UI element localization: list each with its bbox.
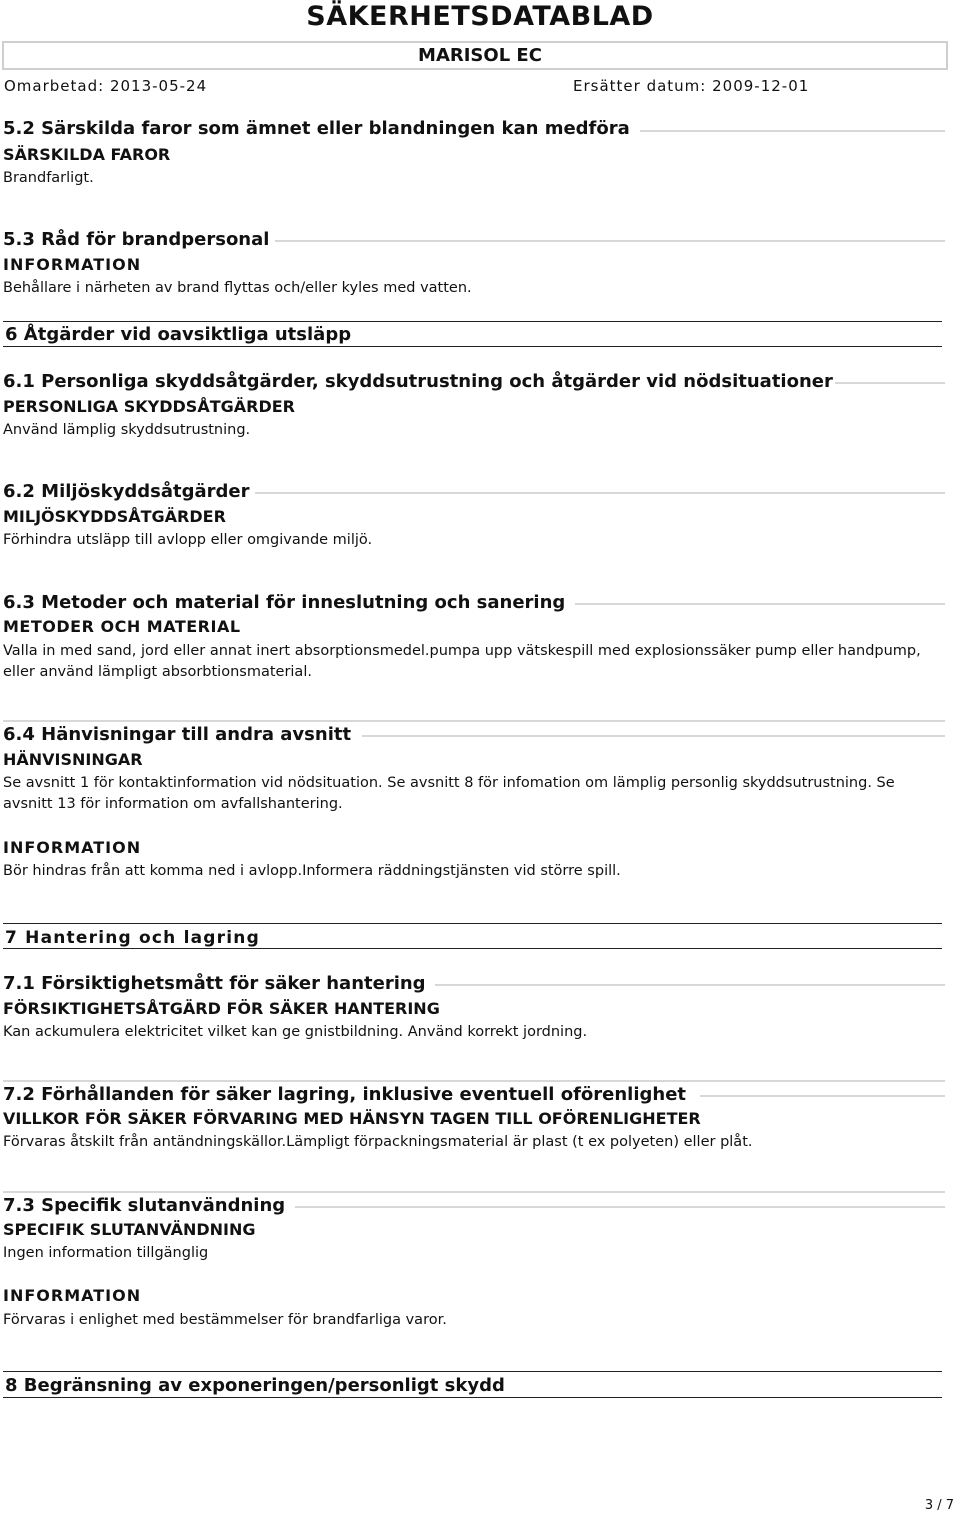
heading-rule bbox=[435, 984, 945, 986]
label-sarskilda-faror: SÄRSKILDA FAROR bbox=[3, 145, 171, 164]
section-top-rule bbox=[3, 1371, 942, 1372]
section-top-rule bbox=[3, 923, 942, 924]
subsection-heading-5-2: 5.2 Särskilda faror som ämnet eller blandningen kan medföra bbox=[3, 118, 630, 139]
section-bottom-rule bbox=[3, 1397, 942, 1398]
text-specifik-slutanvandning: Ingen information tillgänglig bbox=[3, 1245, 209, 1261]
text-information-6-4: Bör hindras från att komma ned i avlopp.Informera räddningstjänsten vid större spill. bbox=[3, 863, 621, 879]
page-number: 3 / 7 bbox=[924, 1498, 954, 1513]
heading-rule bbox=[640, 130, 945, 132]
replaces-date: Ersätter datum: 2009-12-01 bbox=[573, 77, 810, 95]
subsection-heading-6-1: 6.1 Personliga skyddsåtgärder, skyddsutrustning och åtgärder vid nödsituationer bbox=[3, 371, 833, 392]
label-information-6-4: INFORMATION bbox=[3, 838, 142, 857]
text-miljoskyddsatgarder: Förhindra utsläpp till avlopp eller omgivande miljö. bbox=[3, 532, 373, 548]
subsection-heading-5-3: 5.3 Råd för brandpersonal bbox=[3, 229, 270, 250]
section-title-6: 6 Åtgärder vid oavsiktliga utsläpp bbox=[5, 324, 352, 345]
label-information: INFORMATION bbox=[3, 255, 142, 274]
heading-rule bbox=[575, 603, 945, 605]
subsection-heading-7-1: 7.1 Försiktighetsmått för säker hantering bbox=[3, 973, 426, 994]
text-forsiktighetsatgard: Kan ackumulera elektricitet vilket kan ge gnistbildning. Använd korrekt jordning. bbox=[3, 1024, 588, 1040]
heading-rule bbox=[275, 240, 945, 242]
section-title-8: 8 Begränsning av exponeringen/personligt skydd bbox=[5, 1375, 505, 1396]
section-bottom-rule bbox=[3, 948, 942, 949]
text-metoder-och-material: Valla in med sand, jord eller annat inert absorptionsmedel.pumpa upp vätskespill med explosionssäker pump eller handpump, eller använd lämpligt absorbtionsmaterial. bbox=[3, 643, 921, 680]
subsection-top-rule bbox=[3, 1191, 945, 1193]
text-information-7-3: Förvaras i enlighet med bestämmelser för brandfarliga varor. bbox=[3, 1312, 447, 1328]
label-hanvisningar: HÄNVISNINGAR bbox=[3, 750, 143, 769]
product-name: MARISOL EC bbox=[418, 45, 542, 66]
text-personliga-skyddsatgarder: Använd lämplig skyddsutrustning. bbox=[3, 422, 251, 438]
heading-rule bbox=[835, 382, 945, 384]
label-villkor-for-saker-forvaring: VILLKOR FÖR SÄKER FÖRVARING MED HÄNSYN TAGEN TILL OFÖRENLIGHETER bbox=[3, 1109, 701, 1128]
subsection-heading-7-2: 7.2 Förhållanden för säker lagring, inklusive eventuell oförenlighet bbox=[3, 1084, 687, 1105]
section-top-rule bbox=[3, 321, 942, 322]
heading-rule bbox=[700, 1095, 945, 1097]
subsection-heading-6-2: 6.2 Miljöskyddsåtgärder bbox=[3, 481, 250, 502]
text-hanvisningar: Se avsnitt 1 för kontaktinformation vid nödsituation. Se avsnitt 8 för infomation om lämplig personlig skyddsutrustning. Se avsnitt 13 för information om avfallshantering. bbox=[3, 775, 895, 812]
heading-rule bbox=[362, 735, 945, 737]
subsection-heading-6-4: 6.4 Hänvisningar till andra avsnitt bbox=[3, 724, 352, 745]
heading-rule bbox=[255, 492, 945, 494]
subsection-heading-6-3: 6.3 Metoder och material för inneslutning och sanering bbox=[3, 592, 566, 613]
section-title-7: 7 Hantering och lagring bbox=[5, 928, 260, 948]
revised-date: Omarbetad: 2013-05-24 bbox=[4, 77, 208, 95]
subsection-heading-7-3: 7.3 Specifik slutanvändning bbox=[3, 1195, 286, 1216]
document-title: SÄKERHETSDATABLAD bbox=[306, 1, 654, 32]
heading-rule bbox=[295, 1206, 945, 1208]
text-sarskilda-faror: Brandfarligt. bbox=[3, 170, 94, 186]
section-bottom-rule bbox=[3, 346, 942, 347]
label-forsiktighetsatgard: FÖRSIKTIGHETSÅTGÄRD FÖR SÄKER HANTERING bbox=[3, 999, 440, 1018]
label-information-7-3: INFORMATION bbox=[3, 1286, 142, 1305]
label-metoder-och-material: METODER OCH MATERIAL bbox=[3, 617, 241, 636]
label-miljoskyddsatgarder: MILJÖSKYDDSÅTGÄRDER bbox=[3, 507, 226, 526]
subsection-top-rule bbox=[3, 1080, 945, 1082]
text-villkor-for-saker-forvaring: Förvaras åtskilt från antändningskällor.Lämpligt förpackningsmaterial är plast (t ex polyeten) eller plåt. bbox=[3, 1134, 753, 1150]
text-information: Behållare i närheten av brand flyttas och/eller kyles med vatten. bbox=[3, 280, 472, 296]
label-personliga-skyddsatgarder: PERSONLIGA SKYDDSÅTGÄRDER bbox=[3, 397, 295, 416]
subsection-top-rule bbox=[3, 720, 945, 722]
label-specifik-slutanvandning: SPECIFIK SLUTANVÄNDNING bbox=[3, 1220, 256, 1239]
